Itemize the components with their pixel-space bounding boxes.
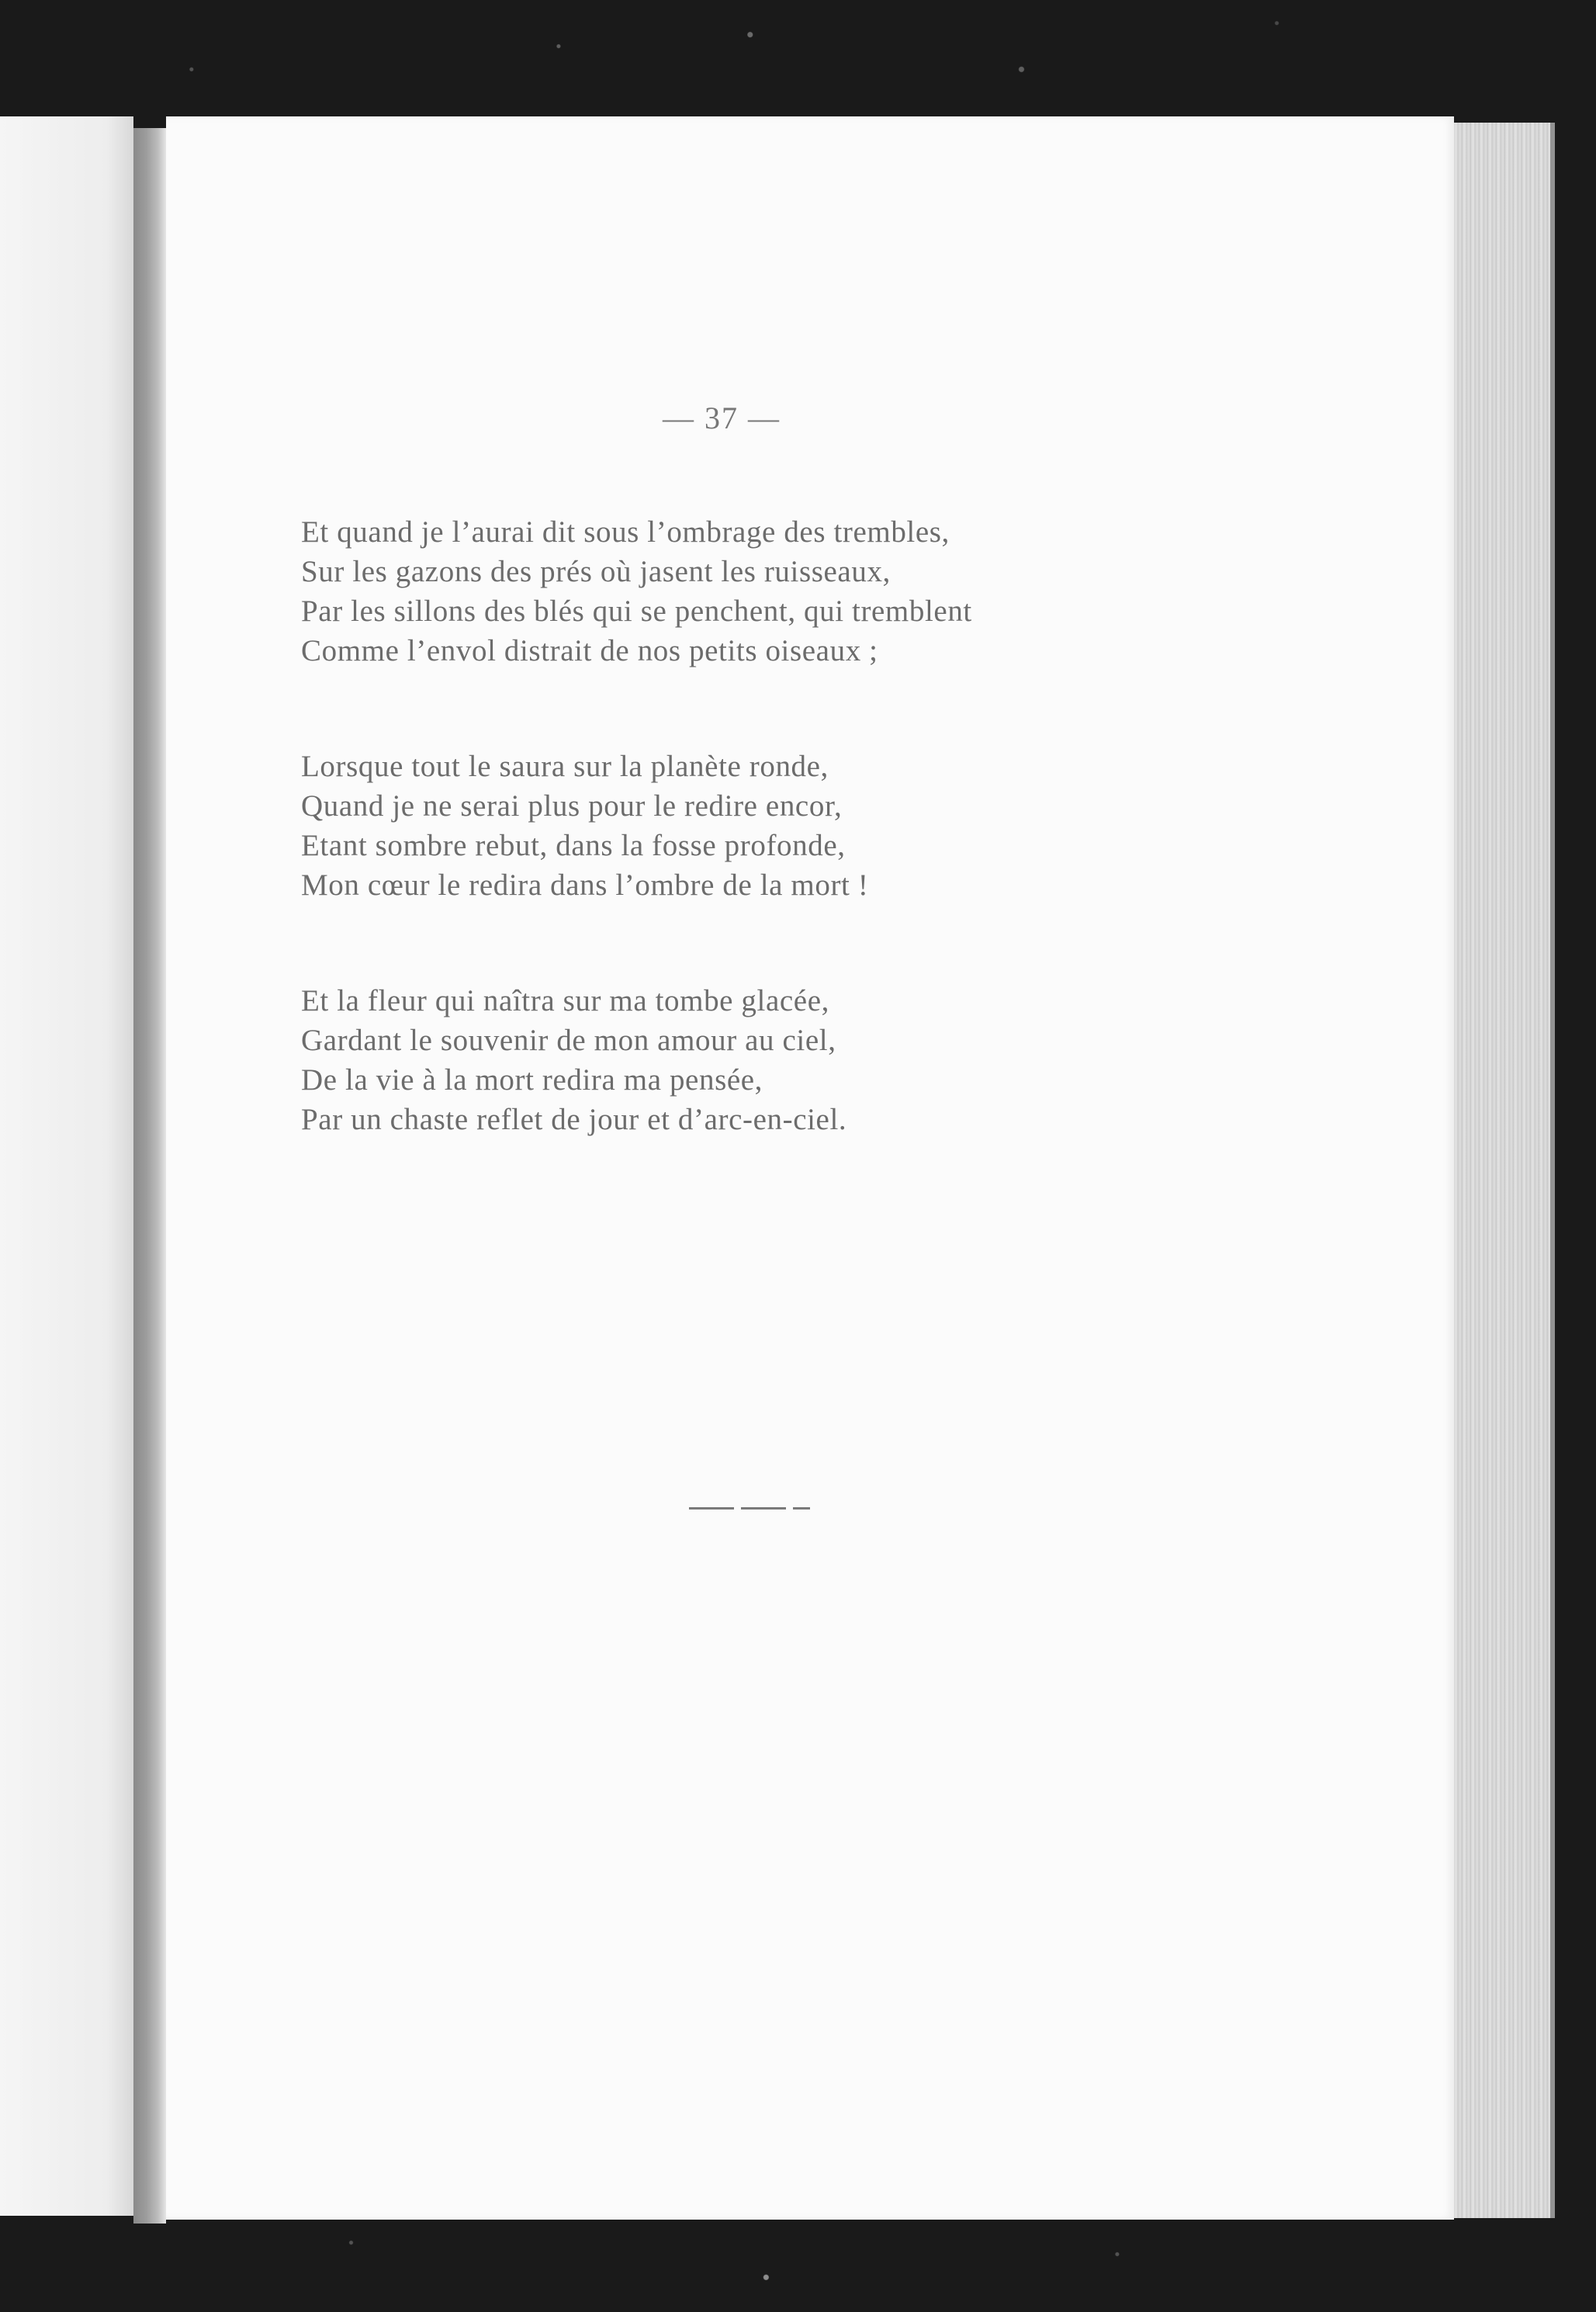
stanza (301, 747, 1232, 905)
end-ornament-rule (689, 1507, 810, 1510)
page-edges (1454, 123, 1552, 2218)
verse-line: Mon cœur le redira dans l’ombre de la mort ! (301, 868, 869, 902)
verse-line: Etant sombre rebut, dans la fosse profonde, (301, 829, 846, 862)
verse-line: Gardant le souvenir de mon amour au ciel, (301, 1024, 836, 1057)
page-number: — 37 — (663, 400, 781, 435)
left-facing-page (0, 116, 133, 2216)
verse-line: Par les sillons des blés qui se penchent, qui tremblent (301, 594, 972, 628)
book-gutter (133, 128, 166, 2224)
verse-line: Lorsque tout le saura sur la planète ronde, (301, 750, 829, 783)
verse-line: Sur les gazons des prés où jasent les ruisseaux, (301, 555, 891, 588)
stanza (301, 981, 1232, 1139)
verse-line: Par un chaste reflet de jour et d’arc-en-ciel. (301, 1103, 847, 1136)
stanza (301, 512, 1232, 671)
verse-line: Et la fleur qui naîtra sur ma tombe glacée, (301, 984, 829, 1017)
verse-line: Quand je ne serai plus pour le redire encor, (301, 789, 843, 823)
verse-line: Et quand je l’aurai dit sous l’ombrage des trembles, (301, 515, 950, 549)
verse-line: Comme l’envol distrait de nos petits oiseaux ; (301, 634, 878, 667)
verse-line: De la vie à la mort redira ma pensée, (301, 1063, 763, 1097)
